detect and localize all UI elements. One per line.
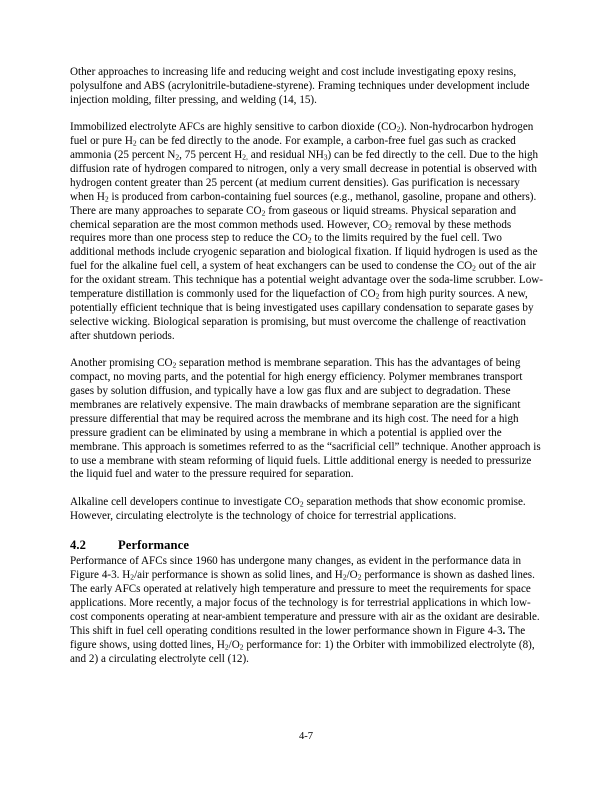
subscript: 2	[239, 642, 244, 652]
subscript: 2	[132, 138, 137, 148]
paragraph-immobilized-electrolyte: Immobilized electrolyte AFCs are highly sensitive to carbon dioxide $(CO_2)$. Non-hydrocarbon hydrogen fuel or pure $H_2$ can be fed directly to the anode. For example, a carbon-free fuel gas such as cracked ammonia (25 percent $N_2$, 75 percent $H_{2,}$ and residual $NH_3$) can be fed directly to the cell. Due to the high diffusion rate of hydrogen compared to nitrogen, only a very small decrease in potential is observed with hydrogen content greater than 25 percent (at medium current densities). Gas purification is necessary when $H_2$ is produced from carbon-containing fuel sources (e.g., methanol, gasoline, propane and others). There are many approaches to separate $CO_2$ from gaseous or liquid streams. Physical separation and chemical separation are the most common methods used. However, $CO_2$ removal by these methods requires more than one process step to reduce the $CO_2$ to the limits required by the fuel cell. Two additional methods include cryogenic separation and biological fixation. If liquid hydrogen is used as the fuel for the alkaline fuel cell, a system of heat exchangers can be used to condense the $CO_2$ out of the air for the oxidant stream. This technique has a potential weight advantage over the soda-lime scrubber. Low-temperature distillation is commonly used for the liquefaction of $CO_2$ from high purity sources. A new, potentially efficient technique that is being investigated uses capillary condensation to separate gases by selective wicking. Biological separation is promising, but must overcome the challenge of reactivation after shutdown periods.	[70, 121, 543, 342]
subscript: 2	[130, 572, 135, 582]
subscript: 2	[224, 642, 229, 652]
subscript: 2	[175, 152, 180, 162]
subscript: 2	[472, 263, 476, 273]
subscript: 2	[388, 222, 392, 232]
section-heading-block	[70, 537, 544, 554]
paragraph-alkaline-developers: Alkaline cell developers continue to investigate $CO_2$ separation methods that show economic promise. However, circulating electrolyte is the technology of choice for terrestrial applications.	[70, 495, 526, 522]
subscript: 2	[396, 124, 401, 134]
paragraph-epoxy-resins: Other approaches to increasing life and reducing weight and cost include investigating epoxy resins, polysulfone and ABS (acrylonitrile-butadiene-styrene). Framing techniques under development include injection molding, filter pressing, and welding (14, 15).	[70, 66, 530, 106]
section-heading-4-2	[70, 537, 544, 554]
page-footer	[0, 730, 612, 743]
subscript: 2	[261, 208, 266, 218]
subscript: 2	[104, 194, 109, 204]
subscript: 2	[342, 572, 347, 582]
page-body	[70, 66, 544, 666]
subscript: 2,	[242, 152, 248, 162]
subscript: 2	[307, 236, 312, 246]
subscript: 2	[375, 291, 380, 301]
page-number: 4-7	[298, 731, 314, 742]
subscript: 2	[299, 499, 304, 509]
subscript: 3	[323, 152, 328, 162]
section-title: Performance	[118, 538, 190, 553]
subscript: 2	[357, 572, 362, 582]
paragraph-performance-body: Performance of AFCs since 1960 has undergone many changes, as evident in the performance data in Figure 4-3. $H_2$/air performance is shown as solid lines, and $H_2/O_2$ performance is shown as dashed lines. The early AFCs operated at relatively high temperature and pressure to meet the requirements for space applications. More recently, a major focus of the technology is for terrestrial applications in which low-cost components operating at near-ambient temperature and pressure with air as the oxidant are desirable. This shift in fuel cell operating conditions resulted in the lower performance shown in Figure 4-3. The figure shows, using dotted lines, $H_2/O_2$ performance for: 1) the Orbiter with immobilized electrolyte (8), and 2) a circulating electrolyte cell (12).	[70, 555, 540, 665]
paragraph-membrane-separation: Another promising $CO_2$ separation method is membrane separation. This has the advantages of being compact, no moving parts, and the potential for high energy efficiency. Polymer membranes transport gases by solution diffusion, and typically have a low gas flux and are subject to degradation. These membranes are relatively expensive. The main drawbacks of membrane separation are the significant pressure differential that may be required across the membrane and its high cost. The need for a high pressure gradient can be eliminated by using a membrane in which a potential is applied over the membrane. This approach is sometimes referred to as the “sacrificial cell” technique. Another approach is to use a membrane with steam reforming of liquid fuels. Little additional energy is needed to pressurize the liquid fuel and water to the pressure required for separation.	[70, 357, 541, 481]
section-number: 4.2	[70, 538, 87, 553]
bold-run: .	[502, 624, 506, 637]
subscript: 2	[172, 360, 177, 370]
